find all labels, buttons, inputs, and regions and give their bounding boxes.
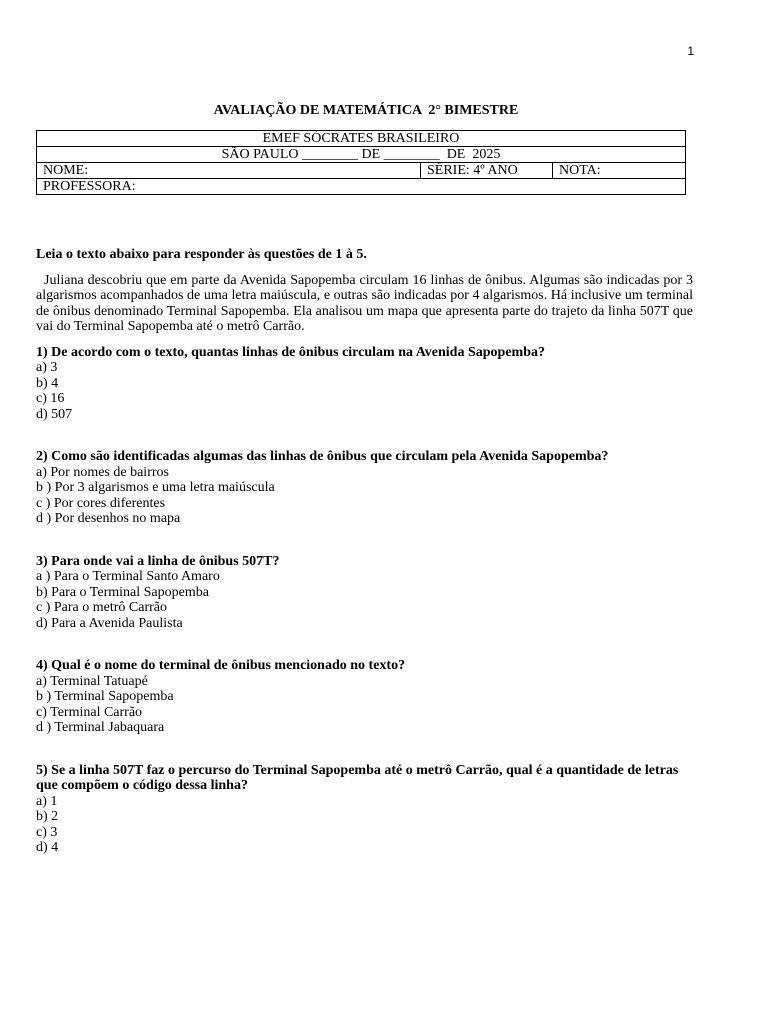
question-text: 2) Como são identificadas algumas das linhas de ônibus que circulam pela Avenida Sapopemba?	[36, 449, 609, 464]
question-text: 3) Para onde vai a linha de ônibus 507T?	[36, 553, 280, 569]
question-3	[36, 554, 693, 632]
grade-field: SÉRIE: 4º ANO	[421, 163, 553, 179]
question-text: 1) De acordo com o texto, quantas linhas de ônibus circulam na Avenida Sapopemba?	[36, 344, 545, 360]
option-d: d) Para a Avenida Paulista	[36, 615, 183, 631]
option-c: c ) Para o metrô Carrão	[36, 600, 167, 615]
instruction: Leia o texto abaixo para responder às questões de 1 à 5.	[36, 247, 367, 262]
header-table	[36, 130, 686, 195]
option-a: a) 3	[36, 360, 58, 375]
page-title: AVALIAÇÃO DE MATEMÁTICA 2° BIMESTRE	[213, 103, 519, 118]
city-date: SÃO PAULO ________ DE ________ DE 2025	[37, 147, 686, 163]
option-d: d) 507	[36, 406, 73, 422]
option-b: b) 2	[36, 809, 59, 824]
option-d: d ) Terminal Jabaquara	[36, 720, 165, 735]
question-1	[36, 345, 693, 423]
option-c: c) Terminal Carrão	[36, 704, 143, 720]
school-name: EMEF SÓCRATES BRASILEIRO	[37, 131, 686, 147]
name-field: NOME:	[37, 163, 421, 179]
option-a: a ) Para o Terminal Santo Amaro	[36, 569, 220, 584]
question-4	[36, 658, 693, 736]
option-a: a) Por nomes de bairros	[36, 464, 169, 480]
reading-passage: Juliana descobriu que em parte da Avenida Sapopemba circulam 16 linhas de ônibus. Algumas são indicadas por 3 algarismos acompanhados de uma letra maiúscula, e outras são indicadas por 4 algarismos. Há inclusive um terminal de ônibus denominado Terminal Sapopemba. Ela analisou um mapa que apresenta parte do trajeto da linha 507T que vai do Terminal Sapopemba até o metrô Carrão.	[36, 272, 693, 334]
option-c: c ) Por cores diferentes	[36, 495, 166, 511]
option-b: b ) Terminal Sapopemba	[36, 689, 174, 704]
option-c: c) 3	[36, 824, 58, 840]
question-text: 5) Se a linha 507T faz o percurso do Terminal Sapopemba até o metrô Carrão, qual é a quantidade de letras que compõem o código dessa linha?	[36, 762, 679, 793]
page-number: 1	[687, 44, 694, 58]
question-2	[36, 449, 693, 527]
option-b: b) Para o Terminal Sapopemba	[36, 584, 209, 600]
option-d: d) 4	[36, 840, 59, 855]
option-a: a) 1	[36, 793, 58, 809]
option-b: b) 4	[36, 375, 59, 391]
question-5	[36, 763, 693, 856]
option-d: d ) Por desenhos no mapa	[36, 511, 181, 526]
option-b: b ) Por 3 algarismos e uma letra maiúscula	[36, 480, 275, 495]
question-text: 4) Qual é o nome do terminal de ônibus mencionado no texto?	[36, 658, 406, 673]
teacher-field: PROFESSORA:	[37, 179, 686, 195]
exam-content	[36, 247, 693, 856]
score-field: NOTA:	[553, 163, 686, 179]
option-a: a) Terminal Tatuapé	[36, 673, 148, 689]
option-c: c) 16	[36, 391, 65, 406]
